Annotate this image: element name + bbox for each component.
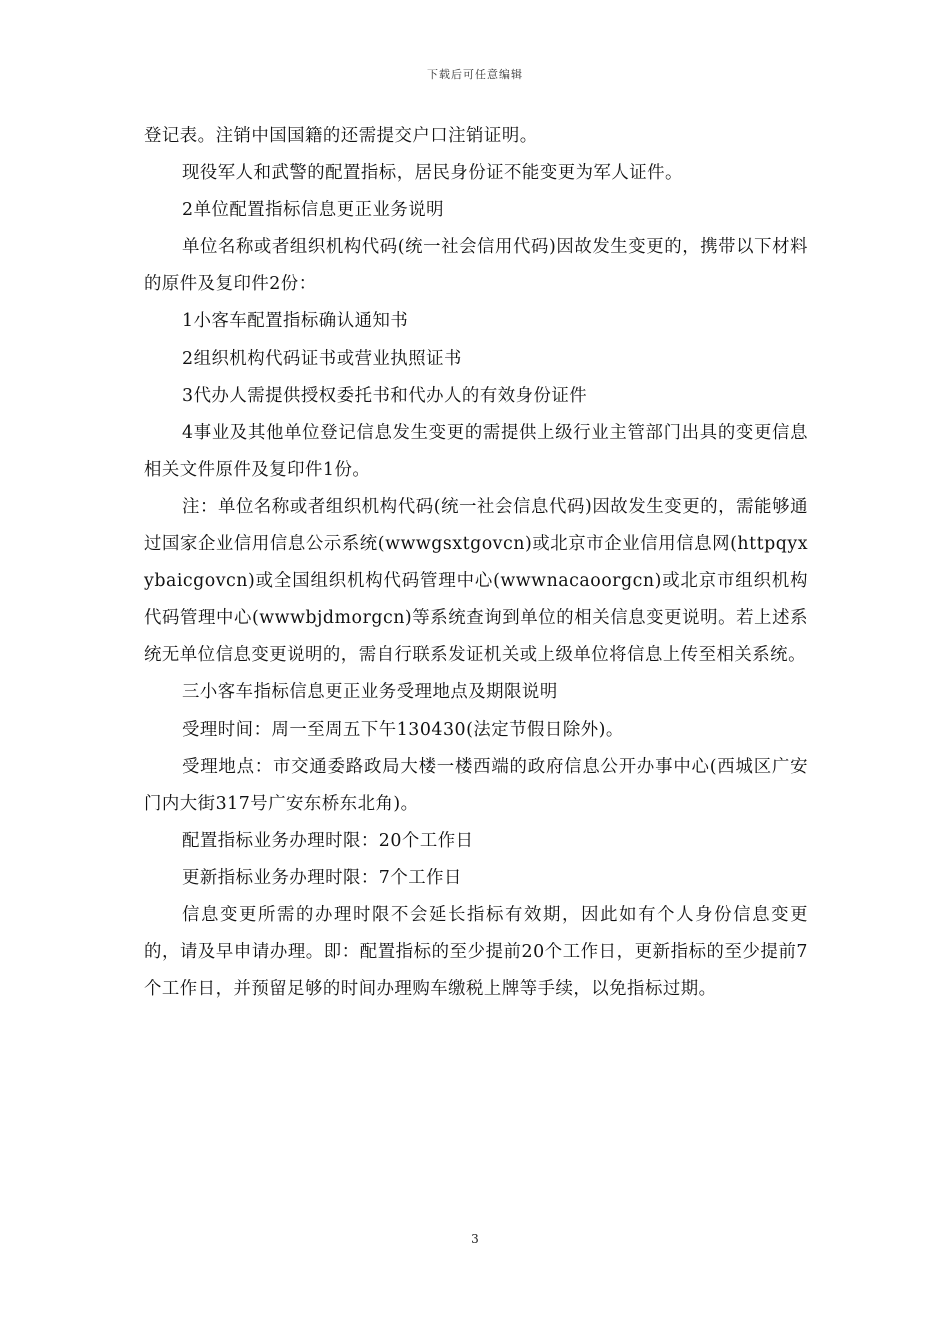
paragraph-apply-early: 信息变更所需的办理时限不会延长指标有效期，因此如有个人身份信息变更的，请及早申请办理。即：配置指标的至少提前20个工作日，更新指标的至少提前7个工作日，并预留足够的时间办理购车缴税上牌等手续，以免指标过期。 bbox=[144, 904, 808, 1000]
paragraph-military-note: 现役军人和武警的配置指标，居民身份证不能变更为军人证件。 bbox=[182, 163, 683, 184]
paragraph-quota-time-limit: 配置指标业务办理时限：20个工作日 bbox=[182, 830, 474, 851]
paragraph-unit-change-materials: 单位名称或者组织机构代码(统一社会信用代码)因故发生变更的，携带以下材料的原件及复印件2份： bbox=[144, 237, 808, 295]
list-item-agent-authorization: 3代办人需提供授权委托书和代办人的有效身份证件 bbox=[182, 385, 588, 406]
paragraph-registration-form: 登记表。注销中国国籍的还需提交户口注销证明。 bbox=[144, 126, 538, 146]
document-body bbox=[144, 118, 808, 1008]
section-heading-unit-correction: 2单位配置指标信息更正业务说明 bbox=[182, 200, 445, 221]
page-number: 3 bbox=[471, 1232, 479, 1246]
paragraph-acceptance-location: 受理地点：市交通委路政局大楼一楼西端的政府信息公开办事中心(西城区广安门内大街317号广安东桥东北角)。 bbox=[144, 756, 808, 814]
list-item-confirmation-notice: 1小客车配置指标确认通知书 bbox=[182, 311, 409, 332]
section-heading-acceptance-location: 三小客车指标信息更正业务受理地点及期限说明 bbox=[182, 682, 558, 703]
header-note: 下载后可任意编辑 bbox=[427, 68, 523, 81]
list-item-institution-change-docs: 4事业及其他单位登记信息发生变更的需提供上级行业主管部门出具的变更信息相关文件原件及复印件1份。 bbox=[144, 422, 808, 480]
paragraph-renewal-time-limit: 更新指标业务办理时限：7个工作日 bbox=[182, 867, 462, 888]
paragraph-note-verification-systems: 注：单位名称或者组织机构代码(统一社会信息代码)因故发生变更的，需能够通过国家企业信用信息公示系统(wwwgsxtgovcn)或北京市企业信用信息网(httpqyxybaicgovcn)或全国组织机构代码管理中心(wwwnacaoorgcn)或北京市组织机构代码管理中心(wwwbjdmorgcn)等系统查询到单位的相关信息变更说明。若上述系统无单位信息变更说明的，需自行联系发证机关或上级单位将信息上传至相关系统。 bbox=[144, 496, 808, 666]
list-item-org-code-certificate: 2组织机构代码证书或营业执照证书 bbox=[182, 348, 462, 369]
paragraph-acceptance-time: 受理时间：周一至周五下午130430(法定节假日除外)。 bbox=[182, 719, 624, 740]
